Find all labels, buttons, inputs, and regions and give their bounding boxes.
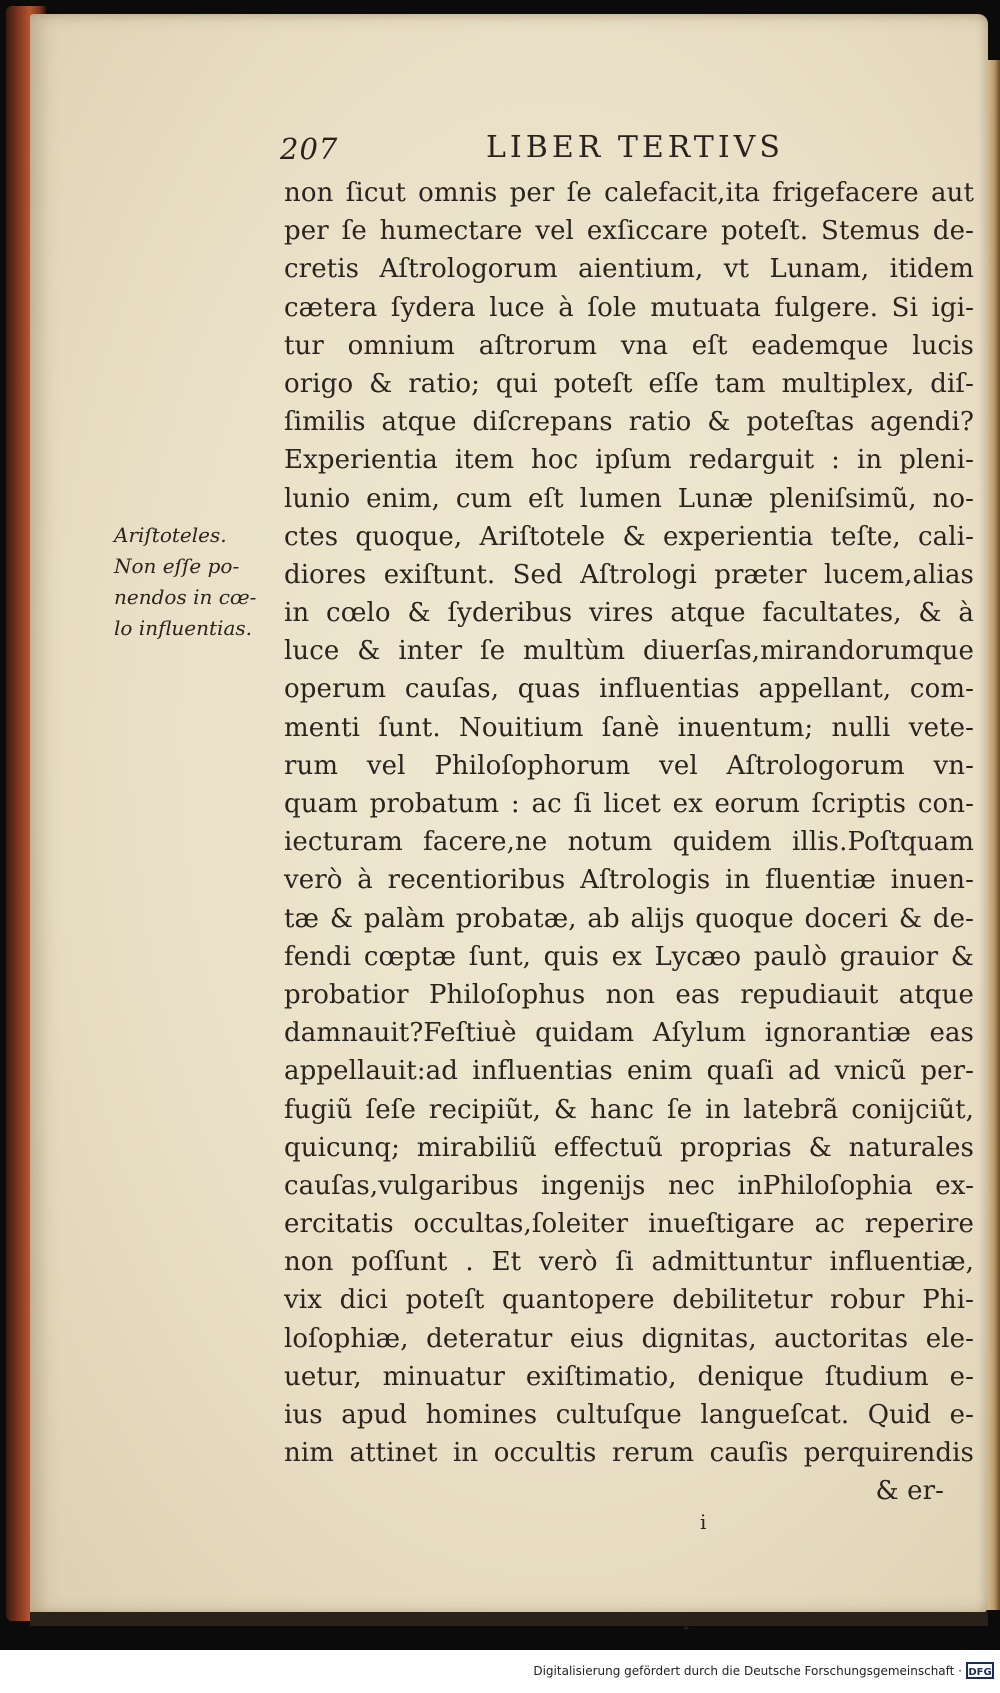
text-line: probatior Philoſophus non eas repudiauit atque	[284, 979, 974, 1010]
text-line: quam probatum : ac ſi licet ex eorum ſcriptis con-	[284, 789, 974, 819]
text-line: non ſicut omnis per ſe calefacit,ita frigefacere aut	[284, 178, 974, 208]
text-line: menti ſunt. Nouitium ſanè inuentum; nulli vete-	[284, 712, 974, 743]
text-line: quicunq; mirabiliũ effectuũ proprias & naturales	[284, 1132, 974, 1163]
text-line: damnauit?Feſtiuè quidam Aſylum ignorantiæ eas	[284, 1018, 974, 1049]
margin-line: Non eſſe po-	[114, 554, 240, 578]
margin-line: Ariſtoteles.	[114, 523, 227, 547]
text-line: Experientia item hoc ipſum redarguit : in pleni-	[284, 445, 974, 476]
text-line: ſimilis atque diſcrepans ratio & poteſtas agendi?	[284, 407, 974, 438]
marginal-note	[114, 520, 284, 644]
body-text	[284, 174, 974, 1511]
text-line: diores exiſtunt. Sed Aſtrologi præter lucem,alias	[284, 559, 974, 590]
catchword: & er-	[875, 1476, 944, 1507]
text-line: vix dici poteſt quantopere debilitetur robur Phi-	[284, 1285, 974, 1316]
text-line: operum cauſas, quas influentias appellant, com-	[284, 674, 974, 705]
text-line: cauſas,vulgaribus ingenijs nec inPhiloſophia ex-	[284, 1170, 974, 1201]
footer	[0, 1650, 1000, 1693]
text-line: tæ & palàm probatæ, ab alijs quoque doceri & de-	[284, 903, 974, 934]
text-line: non poſſunt . Et verò ſi admittuntur influentiæ,	[284, 1247, 974, 1278]
text-line: ctes quoque, Ariſtotele & experientia teſte, cali-	[284, 521, 974, 552]
page-edge	[986, 60, 1000, 1610]
text-line: per ſe humectare vel exſiccare poteſt. Stemus de-	[284, 216, 974, 247]
running-title: LIBER TERTIVS	[486, 130, 784, 165]
margin-line: nendos in cœ-	[114, 585, 257, 609]
text-line: nim attinet in occultis rerum cauſis perquirendis	[284, 1438, 974, 1469]
text-line: appellauit:ad influentias enim quaſi ad vnicũ per-	[284, 1056, 974, 1087]
text-line: cretis Aſtrologorum aientium, vt Lunam, itidem	[284, 254, 974, 285]
page-shadow	[30, 1612, 988, 1626]
ink-mark: ⅰ	[700, 1510, 707, 1534]
margin-line: lo influentias.	[114, 616, 252, 640]
dfg-logo-icon: DFG	[966, 1662, 994, 1679]
ink-mark: ı	[683, 1610, 690, 1634]
text-line: cætera ſydera luce à ſole mutuata fulgere. Si igi-	[284, 292, 974, 323]
text-line: fendi cœptæ ſunt, quis ex Lycæo paulò grauior &	[284, 941, 974, 972]
text-line: ius apud homines cultuſque langueſcat. Quid e-	[284, 1400, 974, 1430]
text-line: luce & inter ſe multùm diuerſas,mirandorumque	[284, 636, 974, 667]
text-line: fugiũ ſeſe recipiũt, & hanc ſe in latebrã conijciũt,	[284, 1094, 974, 1125]
text-line: verò à recentioribus Aſtrologis in fluentiæ inuen-	[284, 865, 974, 896]
text-line: rum vel Philoſophorum vel Aſtrologorum vn-	[284, 750, 974, 781]
text-line: uetur, minuatur exiſtimatio, denique ſtudium e-	[284, 1361, 974, 1392]
text-line: ercitatis occultas,ſoleiter inueſtigare ac reperire	[284, 1209, 974, 1240]
text-line: loſophiæ, deteratur eius dignitas, auctoritas ele-	[284, 1323, 974, 1354]
text-line: iecturam facere,ne notum quidem illis.Poſtquam	[284, 827, 974, 858]
text-line: in cœlo & ſyderibus vires atque facultates, & à	[284, 598, 974, 629]
digitization-credit: Digitalisierung gefördert durch die Deutsche Forschungsgemeinschaft ·	[533, 1664, 962, 1678]
text-line: lunio enim, cum eſt lumen Lunæ pleniſsimũ, no-	[284, 483, 974, 514]
text-line: origo & ratio; qui poteſt eſſe tam multiplex, diſ-	[284, 368, 974, 399]
page-header	[280, 132, 960, 172]
text-line: tur omnium aſtrorum vna eſt eademque lucis	[284, 330, 974, 361]
page-number: 207	[280, 132, 339, 166]
